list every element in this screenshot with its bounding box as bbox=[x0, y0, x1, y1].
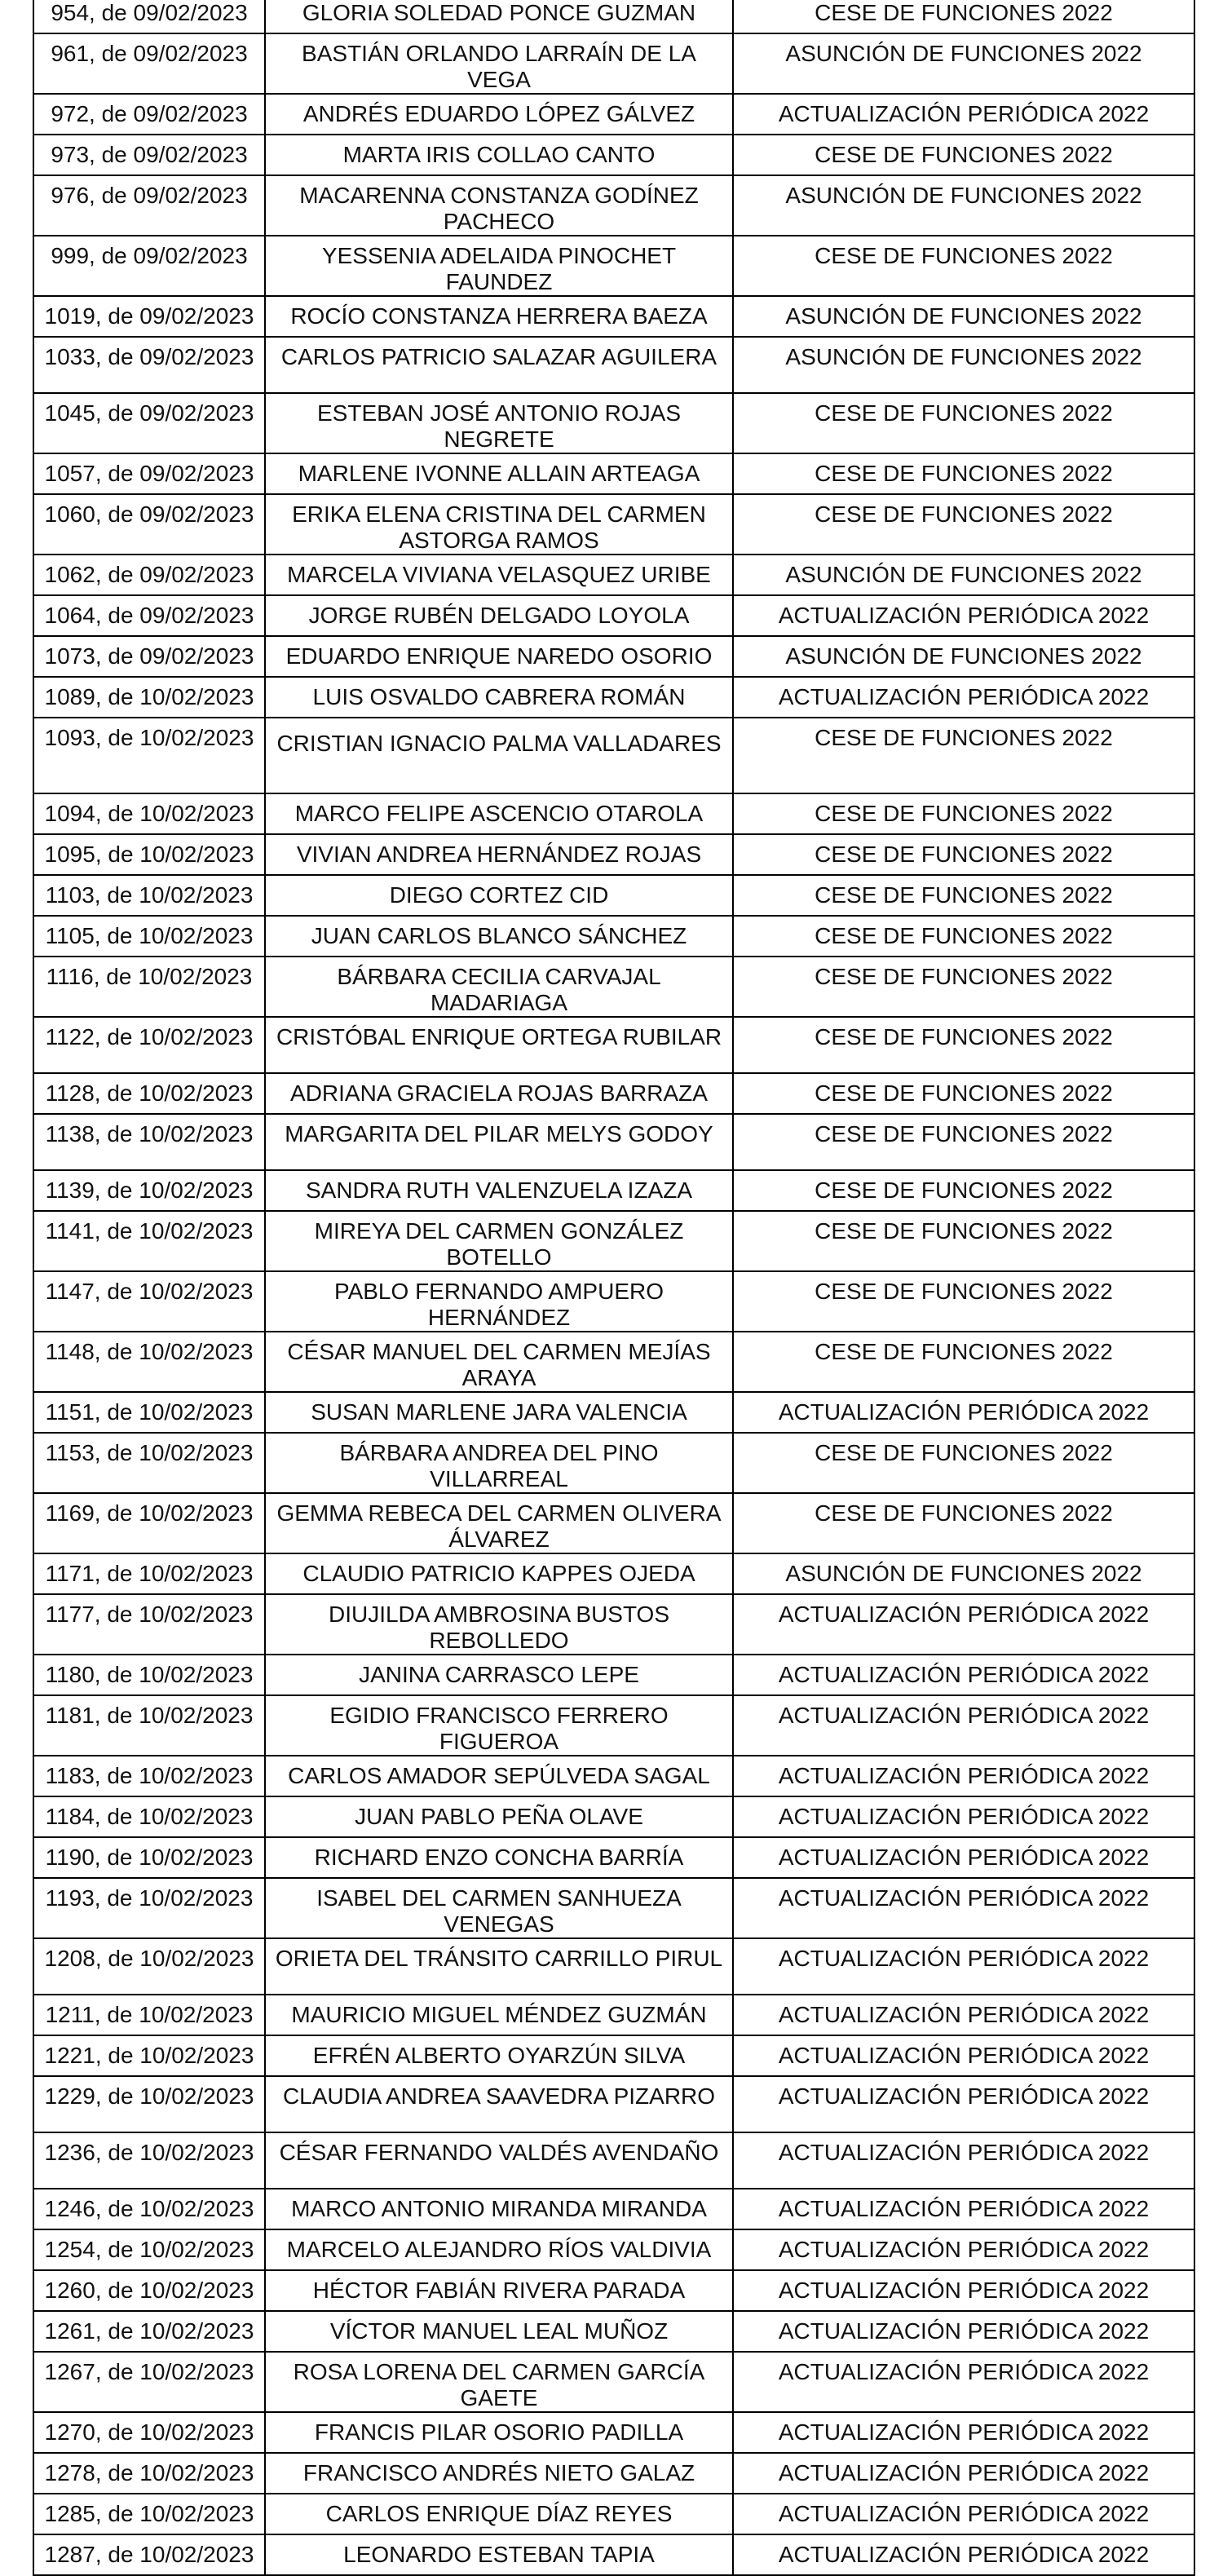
type-cell: ACTUALIZACIÓN PERIÓDICA 2022 bbox=[733, 677, 1194, 718]
resolution-cell: 1064, de 09/02/2023 bbox=[33, 595, 265, 636]
table-row bbox=[33, 1796, 1194, 1837]
name-cell: MARLENE IVONNE ALLAIN ARTEAGA bbox=[265, 453, 733, 494]
table-row bbox=[33, 834, 1194, 875]
table-row bbox=[33, 1995, 1194, 2035]
name-cell: MAURICIO MIGUEL MÉNDEZ GUZMÁN bbox=[265, 1995, 733, 2035]
type-cell: ASUNCIÓN DE FUNCIONES 2022 bbox=[733, 555, 1194, 595]
type-cell: ACTUALIZACIÓN PERIÓDICA 2022 bbox=[733, 2352, 1194, 2412]
name-cell: DIUJILDA AMBROSINA BUSTOS REBOLLEDO bbox=[265, 1594, 733, 1655]
resolution-cell: 1103, de 10/02/2023 bbox=[33, 875, 265, 916]
type-cell: ACTUALIZACIÓN PERIÓDICA 2022 bbox=[733, 1878, 1194, 1938]
table-row bbox=[33, 2035, 1194, 2076]
type-cell: ACTUALIZACIÓN PERIÓDICA 2022 bbox=[733, 1756, 1194, 1796]
resolution-cell: 1062, de 09/02/2023 bbox=[33, 555, 265, 595]
name-cell: FRANCIS PILAR OSORIO PADILLA bbox=[265, 2412, 733, 2453]
name-cell: CRISTIAN IGNACIO PALMA VALLADARES bbox=[265, 718, 733, 793]
table-row bbox=[33, 2229, 1194, 2270]
name-cell: ERIKA ELENA CRISTINA DEL CARMEN ASTORGA RAMOS bbox=[265, 494, 733, 555]
name-cell: ESTEBAN JOSÉ ANTONIO ROJAS NEGRETE bbox=[265, 393, 733, 453]
resolution-cell: 1270, de 10/02/2023 bbox=[33, 2412, 265, 2453]
table-row bbox=[33, 1695, 1194, 1756]
resolution-cell: 1147, de 10/02/2023 bbox=[33, 1271, 265, 1332]
resolution-cell: 1208, de 10/02/2023 bbox=[33, 1938, 265, 1995]
type-cell: CESE DE FUNCIONES 2022 bbox=[733, 0, 1194, 33]
resolution-cell: 1184, de 10/02/2023 bbox=[33, 1796, 265, 1837]
name-cell: ISABEL DEL CARMEN SANHUEZA VENEGAS bbox=[265, 1878, 733, 1938]
table-row bbox=[33, 2534, 1194, 2575]
type-cell: ACTUALIZACIÓN PERIÓDICA 2022 bbox=[733, 1837, 1194, 1878]
type-cell: ACTUALIZACIÓN PERIÓDICA 2022 bbox=[733, 2229, 1194, 2270]
type-cell: CESE DE FUNCIONES 2022 bbox=[733, 1433, 1194, 1493]
resolution-cell: 1177, de 10/02/2023 bbox=[33, 1594, 265, 1655]
type-cell: ASUNCIÓN DE FUNCIONES 2022 bbox=[733, 175, 1194, 236]
table-row bbox=[33, 875, 1194, 916]
type-cell: CESE DE FUNCIONES 2022 bbox=[733, 1493, 1194, 1553]
name-cell: JUAN CARLOS BLANCO SÁNCHEZ bbox=[265, 916, 733, 957]
type-cell: ACTUALIZACIÓN PERIÓDICA 2022 bbox=[733, 1392, 1194, 1433]
name-cell: EGIDIO FRANCISCO FERRERO FIGUEROA bbox=[265, 1695, 733, 1756]
resolution-cell: 1139, de 10/02/2023 bbox=[33, 1170, 265, 1211]
name-cell: LUIS OSVALDO CABRERA ROMÁN bbox=[265, 677, 733, 718]
resolution-cell: 1278, de 10/02/2023 bbox=[33, 2453, 265, 2494]
resolution-cell: 1153, de 10/02/2023 bbox=[33, 1433, 265, 1493]
type-cell: ACTUALIZACIÓN PERIÓDICA 2022 bbox=[733, 2076, 1194, 2132]
type-cell: ACTUALIZACIÓN PERIÓDICA 2022 bbox=[733, 2270, 1194, 2311]
name-cell: ORIETA DEL TRÁNSITO CARRILLO PIRUL bbox=[265, 1938, 733, 1995]
type-cell: ACTUALIZACIÓN PERIÓDICA 2022 bbox=[733, 1695, 1194, 1756]
type-cell: CESE DE FUNCIONES 2022 bbox=[733, 793, 1194, 834]
table-row bbox=[33, 2352, 1194, 2412]
resolution-cell: 1128, de 10/02/2023 bbox=[33, 1073, 265, 1114]
table-row bbox=[33, 636, 1194, 677]
table-row bbox=[33, 2412, 1194, 2453]
resolution-cell: 1236, de 10/02/2023 bbox=[33, 2132, 265, 2189]
resolution-cell: 1180, de 10/02/2023 bbox=[33, 1655, 265, 1695]
type-cell: ACTUALIZACIÓN PERIÓDICA 2022 bbox=[733, 2189, 1194, 2229]
table-row bbox=[33, 2311, 1194, 2352]
type-cell: CESE DE FUNCIONES 2022 bbox=[733, 718, 1194, 793]
name-cell: CÉSAR MANUEL DEL CARMEN MEJÍAS ARAYA bbox=[265, 1332, 733, 1392]
resolution-cell: 1057, de 09/02/2023 bbox=[33, 453, 265, 494]
resolution-cell: 1285, de 10/02/2023 bbox=[33, 2494, 265, 2534]
table-row bbox=[33, 0, 1194, 33]
table-row bbox=[33, 1332, 1194, 1392]
name-cell: BÁRBARA ANDREA DEL PINO VILLARREAL bbox=[265, 1433, 733, 1493]
resolution-cell: 1221, de 10/02/2023 bbox=[33, 2035, 265, 2076]
table-row bbox=[33, 793, 1194, 834]
name-cell: MARCO ANTONIO MIRANDA MIRANDA bbox=[265, 2189, 733, 2229]
name-cell: YESSENIA ADELAIDA PINOCHET FAUNDEZ bbox=[265, 236, 733, 296]
table-row bbox=[33, 677, 1194, 718]
type-cell: CESE DE FUNCIONES 2022 bbox=[733, 393, 1194, 453]
type-cell: CESE DE FUNCIONES 2022 bbox=[733, 1073, 1194, 1114]
table-row bbox=[33, 1114, 1194, 1170]
type-cell: CESE DE FUNCIONES 2022 bbox=[733, 1114, 1194, 1170]
resolution-cell: 1019, de 09/02/2023 bbox=[33, 296, 265, 337]
name-cell: CLAUDIA ANDREA SAAVEDRA PIZARRO bbox=[265, 2076, 733, 2132]
resolution-cell: 1116, de 10/02/2023 bbox=[33, 957, 265, 1017]
table-row bbox=[33, 1594, 1194, 1655]
resolution-cell: 1060, de 09/02/2023 bbox=[33, 494, 265, 555]
resolution-cell: 1093, de 10/02/2023 bbox=[33, 718, 265, 793]
table-row bbox=[33, 1493, 1194, 1553]
type-cell: ASUNCIÓN DE FUNCIONES 2022 bbox=[733, 636, 1194, 677]
type-cell: CESE DE FUNCIONES 2022 bbox=[733, 1211, 1194, 1271]
name-cell: HÉCTOR FABIÁN RIVERA PARADA bbox=[265, 2270, 733, 2311]
name-cell: MACARENNA CONSTANZA GODÍNEZ PACHECO bbox=[265, 175, 733, 236]
table-row bbox=[33, 718, 1194, 793]
table-row bbox=[33, 1837, 1194, 1878]
table-row bbox=[33, 393, 1194, 453]
type-cell: ACTUALIZACIÓN PERIÓDICA 2022 bbox=[733, 2453, 1194, 2494]
table-row bbox=[33, 1553, 1194, 1594]
table-row bbox=[33, 1655, 1194, 1695]
type-cell: CESE DE FUNCIONES 2022 bbox=[733, 1332, 1194, 1392]
resolution-cell: 1073, de 09/02/2023 bbox=[33, 636, 265, 677]
name-cell: EDUARDO ENRIQUE NAREDO OSORIO bbox=[265, 636, 733, 677]
name-cell: FRANCISCO ANDRÉS NIETO GALAZ bbox=[265, 2453, 733, 2494]
name-cell: JORGE RUBÉN DELGADO LOYOLA bbox=[265, 595, 733, 636]
resolution-cell: 1095, de 10/02/2023 bbox=[33, 834, 265, 875]
resolution-cell: 1148, de 10/02/2023 bbox=[33, 1332, 265, 1392]
type-cell: ASUNCIÓN DE FUNCIONES 2022 bbox=[733, 337, 1194, 393]
table-row bbox=[33, 1170, 1194, 1211]
table-row bbox=[33, 1392, 1194, 1433]
table-row bbox=[33, 33, 1194, 94]
resolution-cell: 1267, de 10/02/2023 bbox=[33, 2352, 265, 2412]
resolution-cell: 1105, de 10/02/2023 bbox=[33, 916, 265, 957]
name-cell: CRISTÓBAL ENRIQUE ORTEGA RUBILAR bbox=[265, 1017, 733, 1073]
name-cell: MIREYA DEL CARMEN GONZÁLEZ BOTELLO bbox=[265, 1211, 733, 1271]
name-cell: ROCÍO CONSTANZA HERRERA BAEZA bbox=[265, 296, 733, 337]
table-row bbox=[33, 135, 1194, 175]
type-cell: ACTUALIZACIÓN PERIÓDICA 2022 bbox=[733, 2534, 1194, 2575]
type-cell: ACTUALIZACIÓN PERIÓDICA 2022 bbox=[733, 2412, 1194, 2453]
type-cell: CESE DE FUNCIONES 2022 bbox=[733, 834, 1194, 875]
resolution-cell: 1089, de 10/02/2023 bbox=[33, 677, 265, 718]
type-cell: ASUNCIÓN DE FUNCIONES 2022 bbox=[733, 33, 1194, 94]
type-cell: ACTUALIZACIÓN PERIÓDICA 2022 bbox=[733, 2035, 1194, 2076]
name-cell: CARLOS AMADOR SEPÚLVEDA SAGAL bbox=[265, 1756, 733, 1796]
resolution-cell: 1254, de 10/02/2023 bbox=[33, 2229, 265, 2270]
type-cell: ASUNCIÓN DE FUNCIONES 2022 bbox=[733, 1553, 1194, 1594]
table-row bbox=[33, 1756, 1194, 1796]
table-row bbox=[33, 1073, 1194, 1114]
resolution-cell: 973, de 09/02/2023 bbox=[33, 135, 265, 175]
resolution-cell: 1169, de 10/02/2023 bbox=[33, 1493, 265, 1553]
resolution-cell: 972, de 09/02/2023 bbox=[33, 94, 265, 135]
name-cell: BASTIÁN ORLANDO LARRAÍN DE LA VEGA bbox=[265, 33, 733, 94]
resolution-cell: 1171, de 10/02/2023 bbox=[33, 1553, 265, 1594]
name-cell: JUAN PABLO PEÑA OLAVE bbox=[265, 1796, 733, 1837]
type-cell: ACTUALIZACIÓN PERIÓDICA 2022 bbox=[733, 94, 1194, 135]
name-cell: VIVIAN ANDREA HERNÁNDEZ ROJAS bbox=[265, 834, 733, 875]
name-cell: ADRIANA GRACIELA ROJAS BARRAZA bbox=[265, 1073, 733, 1114]
type-cell: ACTUALIZACIÓN PERIÓDICA 2022 bbox=[733, 1655, 1194, 1695]
type-cell: ACTUALIZACIÓN PERIÓDICA 2022 bbox=[733, 1995, 1194, 2035]
table-row bbox=[33, 1878, 1194, 1938]
type-cell: ACTUALIZACIÓN PERIÓDICA 2022 bbox=[733, 2132, 1194, 2189]
type-cell: CESE DE FUNCIONES 2022 bbox=[733, 236, 1194, 296]
type-cell: CESE DE FUNCIONES 2022 bbox=[733, 875, 1194, 916]
table-row bbox=[33, 2270, 1194, 2311]
name-cell: ANDRÉS EDUARDO LÓPEZ GÁLVEZ bbox=[265, 94, 733, 135]
table-body bbox=[33, 0, 1194, 2575]
resolution-cell: 961, de 09/02/2023 bbox=[33, 33, 265, 94]
resolution-cell: 1151, de 10/02/2023 bbox=[33, 1392, 265, 1433]
type-cell: ASUNCIÓN DE FUNCIONES 2022 bbox=[733, 296, 1194, 337]
resolution-cell: 1033, de 09/02/2023 bbox=[33, 337, 265, 393]
type-cell: CESE DE FUNCIONES 2022 bbox=[733, 494, 1194, 555]
table-row bbox=[33, 1271, 1194, 1332]
type-cell: CESE DE FUNCIONES 2022 bbox=[733, 957, 1194, 1017]
type-cell: ACTUALIZACIÓN PERIÓDICA 2022 bbox=[733, 2311, 1194, 2352]
table-row bbox=[33, 453, 1194, 494]
name-cell: ROSA LORENA DEL CARMEN GARCÍA GAETE bbox=[265, 2352, 733, 2412]
name-cell: MARCO FELIPE ASCENCIO OTAROLA bbox=[265, 793, 733, 834]
resolution-cell: 1181, de 10/02/2023 bbox=[33, 1695, 265, 1756]
type-cell: ACTUALIZACIÓN PERIÓDICA 2022 bbox=[733, 1796, 1194, 1837]
type-cell: ACTUALIZACIÓN PERIÓDICA 2022 bbox=[733, 1594, 1194, 1655]
name-cell: VÍCTOR MANUEL LEAL MUÑOZ bbox=[265, 2311, 733, 2352]
resolution-cell: 1141, de 10/02/2023 bbox=[33, 1211, 265, 1271]
resolution-cell: 1260, de 10/02/2023 bbox=[33, 2270, 265, 2311]
resolution-cell: 1261, de 10/02/2023 bbox=[33, 2311, 265, 2352]
table-row bbox=[33, 1211, 1194, 1271]
resolution-cell: 954, de 09/02/2023 bbox=[33, 0, 265, 33]
table-row bbox=[33, 337, 1194, 393]
name-cell: GLORIA SOLEDAD PONCE GUZMAN bbox=[265, 0, 733, 33]
type-cell: ACTUALIZACIÓN PERIÓDICA 2022 bbox=[733, 2494, 1194, 2534]
type-cell: CESE DE FUNCIONES 2022 bbox=[733, 135, 1194, 175]
resolution-cell: 976, de 09/02/2023 bbox=[33, 175, 265, 236]
table-row bbox=[33, 2076, 1194, 2132]
name-cell: MARCELO ALEJANDRO RÍOS VALDIVIA bbox=[265, 2229, 733, 2270]
resolution-cell: 1287, de 10/02/2023 bbox=[33, 2534, 265, 2575]
type-cell: CESE DE FUNCIONES 2022 bbox=[733, 453, 1194, 494]
table-row bbox=[33, 555, 1194, 595]
name-cell: LEONARDO ESTEBAN TAPIA bbox=[265, 2534, 733, 2575]
resolution-cell: 1193, de 10/02/2023 bbox=[33, 1878, 265, 1938]
table-row bbox=[33, 296, 1194, 337]
name-cell: DIEGO CORTEZ CID bbox=[265, 875, 733, 916]
table-row bbox=[33, 2132, 1194, 2189]
type-cell: CESE DE FUNCIONES 2022 bbox=[733, 1271, 1194, 1332]
document-page bbox=[33, 0, 1195, 2576]
type-cell: ACTUALIZACIÓN PERIÓDICA 2022 bbox=[733, 595, 1194, 636]
table-row bbox=[33, 175, 1194, 236]
resolution-cell: 1183, de 10/02/2023 bbox=[33, 1756, 265, 1796]
resolution-cell: 1138, de 10/02/2023 bbox=[33, 1114, 265, 1170]
name-cell: PABLO FERNANDO AMPUERO HERNÁNDEZ bbox=[265, 1271, 733, 1332]
resolution-cell: 1045, de 09/02/2023 bbox=[33, 393, 265, 453]
name-cell: SUSAN MARLENE JARA VALENCIA bbox=[265, 1392, 733, 1433]
table-row bbox=[33, 916, 1194, 957]
type-cell: CESE DE FUNCIONES 2022 bbox=[733, 1017, 1194, 1073]
resolution-cell: 1229, de 10/02/2023 bbox=[33, 2076, 265, 2132]
table-row bbox=[33, 2189, 1194, 2229]
resolution-cell: 1211, de 10/02/2023 bbox=[33, 1995, 265, 2035]
name-cell: SANDRA RUTH VALENZUELA IZAZA bbox=[265, 1170, 733, 1211]
table-row bbox=[33, 2453, 1194, 2494]
table-row bbox=[33, 94, 1194, 135]
name-cell: MARCELA VIVIANA VELASQUEZ URIBE bbox=[265, 555, 733, 595]
table-row bbox=[33, 1017, 1194, 1073]
table-row bbox=[33, 494, 1194, 555]
resolution-cell: 1122, de 10/02/2023 bbox=[33, 1017, 265, 1073]
table-row bbox=[33, 1938, 1194, 1995]
name-cell: MARGARITA DEL PILAR MELYS GODOY bbox=[265, 1114, 733, 1170]
name-cell: BÁRBARA CECILIA CARVAJAL MADARIAGA bbox=[265, 957, 733, 1017]
type-cell: CESE DE FUNCIONES 2022 bbox=[733, 1170, 1194, 1211]
name-cell: GEMMA REBECA DEL CARMEN OLIVERA ÁLVAREZ bbox=[265, 1493, 733, 1553]
name-cell: EFRÉN ALBERTO OYARZÚN SILVA bbox=[265, 2035, 733, 2076]
resolution-cell: 1246, de 10/02/2023 bbox=[33, 2189, 265, 2229]
name-cell: CARLOS ENRIQUE DÍAZ REYES bbox=[265, 2494, 733, 2534]
type-cell: ACTUALIZACIÓN PERIÓDICA 2022 bbox=[733, 1938, 1194, 1995]
resolution-cell: 1190, de 10/02/2023 bbox=[33, 1837, 265, 1878]
name-cell: JANINA CARRASCO LEPE bbox=[265, 1655, 733, 1695]
resolution-cell: 1094, de 10/02/2023 bbox=[33, 793, 265, 834]
resolution-cell: 999, de 09/02/2023 bbox=[33, 236, 265, 296]
name-cell: CÉSAR FERNANDO VALDÉS AVENDAÑO bbox=[265, 2132, 733, 2189]
name-cell: RICHARD ENZO CONCHA BARRÍA bbox=[265, 1837, 733, 1878]
name-cell: CARLOS PATRICIO SALAZAR AGUILERA bbox=[265, 337, 733, 393]
name-cell: CLAUDIO PATRICIO KAPPES OJEDA bbox=[265, 1553, 733, 1594]
name-cell: MARTA IRIS COLLAO CANTO bbox=[265, 135, 733, 175]
table-row bbox=[33, 957, 1194, 1017]
table-row bbox=[33, 1433, 1194, 1493]
table-row bbox=[33, 236, 1194, 296]
declarations-table bbox=[33, 0, 1195, 2576]
table-row bbox=[33, 595, 1194, 636]
table-row bbox=[33, 2494, 1194, 2534]
type-cell: CESE DE FUNCIONES 2022 bbox=[733, 916, 1194, 957]
